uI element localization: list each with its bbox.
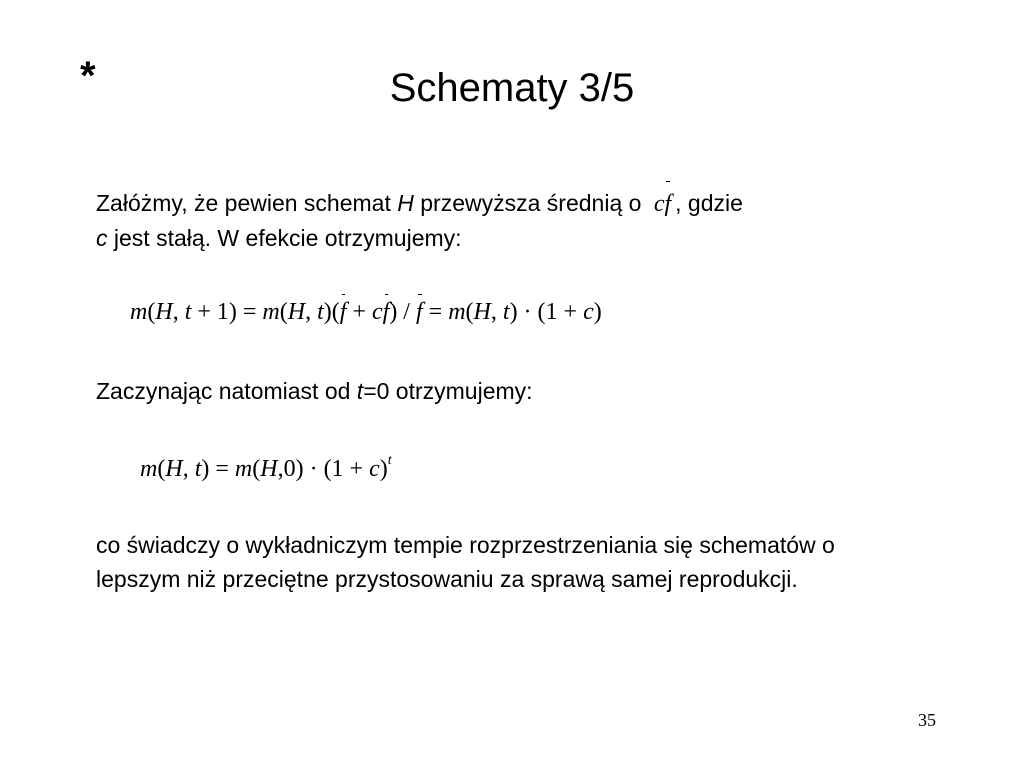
- math-m: m: [234, 456, 253, 482]
- text: Zaczynając natomiast od: [96, 378, 357, 404]
- symbol-h: H: [397, 190, 414, 216]
- math-text: (: [279, 299, 288, 325]
- math-h: H: [287, 299, 306, 325]
- math-text: ) /: [389, 299, 416, 325]
- math-text: ,: [172, 299, 185, 325]
- text: , gdzie: [675, 190, 743, 216]
- equation-exponential: [140, 454, 392, 481]
- math-c: c: [371, 299, 383, 325]
- math-t: t: [194, 456, 202, 482]
- math-t: t: [184, 299, 192, 325]
- math-f-bar: f: [415, 299, 423, 325]
- paragraph-conclusion: co świadczy o wykładniczym tempie rozprzestrzeniania się schematów o lepszym niż przeciętne przystosowaniu za sprawą samej reprodukcji.: [96, 532, 835, 592]
- text: =0 otrzymujemy:: [363, 378, 533, 404]
- math-exponent-t: t: [387, 453, 392, 468]
- math-h: H: [165, 456, 183, 482]
- paragraph-assumption: [96, 186, 916, 255]
- symbol-t: t: [356, 378, 364, 404]
- page-number: 35: [918, 710, 936, 730]
- text: Załóżmy, że pewien schemat: [96, 190, 398, 216]
- math-text: ,: [490, 299, 503, 325]
- math-text: =: [422, 299, 449, 325]
- math-h: H: [155, 299, 173, 325]
- math-text: (: [465, 299, 474, 325]
- math-text: (: [252, 456, 261, 482]
- symbol-f-bar: f: [664, 187, 671, 221]
- math-text: ): [379, 456, 388, 482]
- math-text: ) · (1 +: [509, 299, 584, 325]
- math-cf-bar: [654, 187, 671, 221]
- math-text: ): [593, 299, 602, 325]
- math-m: m: [448, 299, 466, 325]
- math-m: m: [140, 456, 158, 482]
- math-text: (: [157, 456, 166, 482]
- slide-title: Schematy 3/5: [389, 66, 635, 110]
- math-m: m: [130, 299, 148, 325]
- math-f-bar: f: [382, 299, 390, 325]
- text: jest stałą. W efekcie otrzymujemy:: [107, 225, 462, 251]
- math-t: t: [502, 299, 510, 325]
- symbol-c: c: [653, 191, 665, 217]
- math-text: ,: [305, 299, 318, 325]
- math-text: ) =: [201, 456, 235, 482]
- math-text: + 1) =: [191, 299, 263, 325]
- math-text: ,0) · (1 +: [277, 456, 370, 482]
- slide-marker: *: [80, 54, 96, 98]
- math-m: m: [262, 299, 280, 325]
- paragraph-initial-condition: [96, 374, 916, 408]
- symbol-c: c: [96, 225, 108, 251]
- math-text: )(: [323, 299, 340, 325]
- math-t: t: [317, 299, 324, 325]
- math-f-bar: f: [339, 299, 347, 325]
- math-h: H: [260, 456, 278, 482]
- math-c: c: [369, 456, 380, 482]
- text: przewyższa średnią o: [413, 190, 648, 216]
- math-text: +: [346, 299, 372, 325]
- math-text: (: [147, 299, 156, 325]
- math-h: H: [473, 299, 491, 325]
- math-text: ,: [182, 456, 195, 482]
- math-c: c: [583, 299, 594, 325]
- equation-growth: [130, 300, 602, 324]
